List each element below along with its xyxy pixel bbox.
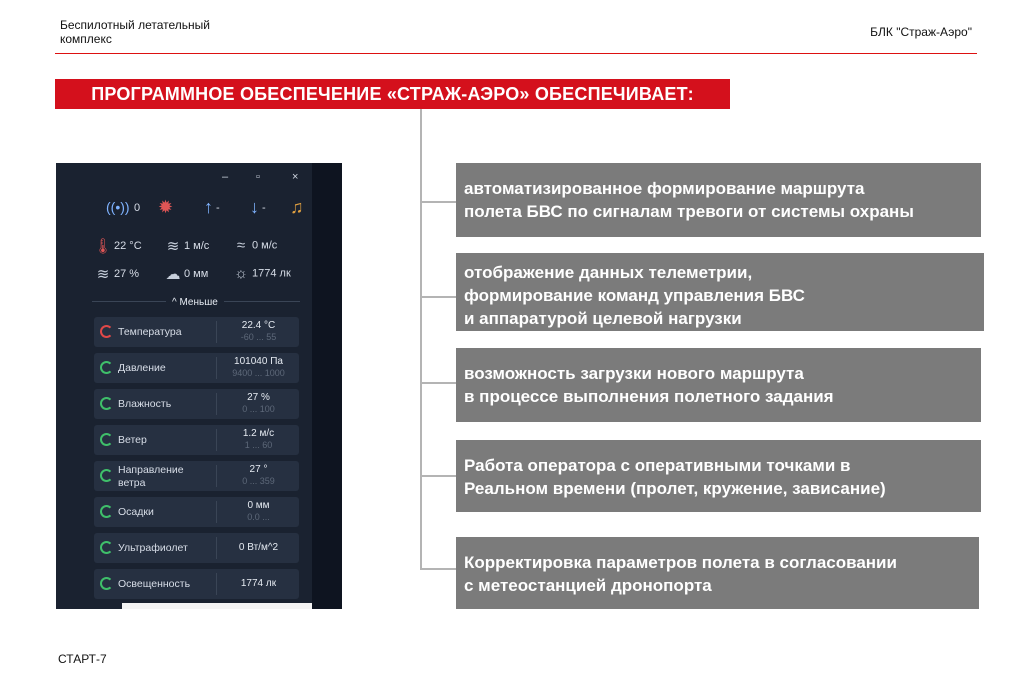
feature-4-line-1: Работа оператора с оперативными точками в: [464, 456, 851, 475]
feature-3-line-1: возможность загрузки нового маршрута: [464, 364, 804, 383]
connector-3: [420, 382, 456, 384]
weather-precipitation: ☁︎ 0 мм: [162, 265, 208, 287]
arrow-up-icon[interactable]: ↑: [204, 197, 213, 217]
status-icon: [100, 433, 113, 446]
connector-2: [420, 296, 456, 298]
section-banner: ПРОГРАММНОЕ ОБЕСПЕЧЕНИЕ «СТРАЖ-АЭРО» ОБЕСПЕЧИВАЕТ:: [55, 79, 730, 109]
signal-icon[interactable]: ((•)): [106, 199, 130, 215]
sensor-value: 1.2 м/с: [242, 428, 275, 439]
sensor-name: Давление: [118, 362, 166, 374]
connector-1: [420, 201, 456, 203]
feature-box-5: [456, 537, 979, 609]
sensor-range: 0.0 ...: [247, 512, 270, 522]
restore-button[interactable]: ▫: [256, 171, 260, 183]
rain-cloud-icon: ☁︎: [165, 266, 181, 283]
sensor-range: 1 ... 60: [244, 440, 273, 450]
collapse-button[interactable]: ^ Меньше: [166, 295, 224, 310]
arrow-up-label: -: [216, 202, 220, 214]
sensor-row-precipitation[interactable]: [94, 497, 299, 527]
weather-temperature: 🌡︎22 °C: [93, 238, 142, 255]
status-icon: [100, 577, 113, 590]
status-icon: [100, 325, 113, 338]
feature-box-2: [456, 253, 984, 331]
humidity-icon: ≋: [96, 266, 110, 283]
header-right-title: БЛК "Страж-Аэро": [870, 25, 972, 39]
sun-icon: ☼: [234, 265, 248, 282]
sensor-value: 0 мм: [247, 500, 270, 511]
sensor-range: 0 ... 100: [242, 404, 275, 414]
header-divider: [55, 53, 977, 54]
sensor-name: Освещенность: [118, 578, 191, 590]
weather-humidity: ≋ 27 %: [92, 265, 139, 287]
feature-2-line-1: отображение данных телеметрии,: [464, 263, 753, 282]
sensor-range: 9400 ... 1000: [232, 368, 285, 378]
sensor-range: -60 ... 55: [240, 332, 277, 342]
footer-label: СТАРТ-7: [58, 652, 107, 666]
feature-2-line-2: формирование команд управления БВС: [464, 286, 805, 305]
feature-5-line-2: с метеостанцией дронопорта: [464, 576, 712, 595]
connector-4: [420, 475, 456, 477]
sensor-value: 101040 Па: [234, 356, 283, 367]
feature-box-4: [456, 440, 981, 512]
arrow-down-icon[interactable]: ↓: [250, 197, 259, 217]
status-icon: [100, 505, 113, 518]
feature-4-line-2: Реальном времени (пролет, кружение, зависание): [464, 479, 886, 498]
feature-2-line-3: и аппаратурой целевой нагрузки: [464, 309, 742, 328]
sensor-value: 27 %: [247, 392, 270, 403]
sensor-name: Ультрафиолет: [118, 542, 188, 554]
feature-5-line-1: Корректировка параметров полета в согласовании: [464, 553, 897, 572]
feature-box-1: [456, 163, 981, 237]
feature-1-line-2: полета БВС по сигналам тревоги от системы охраны: [464, 202, 914, 221]
connector-5: [420, 568, 456, 570]
sensor-row-wind-direction[interactable]: [94, 461, 299, 491]
status-icon: [100, 469, 113, 482]
app-screenshot: [56, 163, 342, 609]
sensor-row-wind[interactable]: [94, 425, 299, 455]
sensor-name: Осадки: [118, 506, 154, 518]
sensor-range: 0 ... 359: [242, 476, 275, 486]
feature-1-line-1: автоматизированное формирование маршрута: [464, 179, 865, 198]
status-icon: [100, 397, 113, 410]
weather-illuminance: ☼ 1774 лк: [230, 265, 291, 287]
sensor-row-illuminance[interactable]: [94, 569, 299, 599]
status-icon: [100, 541, 113, 554]
wind-icon: ≋: [166, 238, 180, 255]
bell-icon[interactable]: ♫: [290, 197, 304, 217]
connector-vertical: [420, 109, 422, 569]
weather-summary: [92, 231, 300, 295]
app-side-strip: [312, 163, 342, 609]
thermometer-icon: 🌡︎: [93, 238, 113, 255]
sensor-row-pressure[interactable]: [94, 353, 299, 383]
sensor-value: 27 °: [249, 464, 268, 475]
minimize-button[interactable]: –: [222, 171, 229, 183]
sensor-name: Ветер: [118, 434, 147, 446]
weather-wind-1: ≋ 1 м/с: [162, 237, 209, 259]
sensor-value: 1774 лк: [240, 578, 277, 589]
siren-icon[interactable]: ✹: [158, 197, 174, 217]
sensor-name: Влажность: [118, 398, 172, 410]
sensor-row-temperature[interactable]: [94, 317, 299, 347]
weather-wind-2: ≈ 0 м/с: [230, 237, 277, 259]
sensor-value: 0 Вт/м^2: [238, 542, 279, 553]
sensor-name: Температура: [118, 326, 182, 338]
feature-box-3: [456, 348, 981, 422]
feature-3-line-2: в процессе выполнения полетного задания: [464, 387, 834, 406]
status-icon: [100, 361, 113, 374]
header-left-title: Беспилотный летательный комплекс: [60, 18, 210, 46]
sensor-row-uv[interactable]: [94, 533, 299, 563]
sensor-name: Направление ветра: [118, 464, 184, 489]
close-button[interactable]: ×: [292, 171, 299, 183]
sensor-row-humidity[interactable]: [94, 389, 299, 419]
arrow-down-label: -: [262, 202, 266, 214]
sensor-value: 22.4 °C: [241, 320, 276, 331]
scrollbar[interactable]: [122, 603, 312, 609]
toolbar: [100, 193, 312, 221]
wind-gust-icon: ≈: [236, 237, 246, 254]
signal-count: 0: [134, 202, 141, 214]
